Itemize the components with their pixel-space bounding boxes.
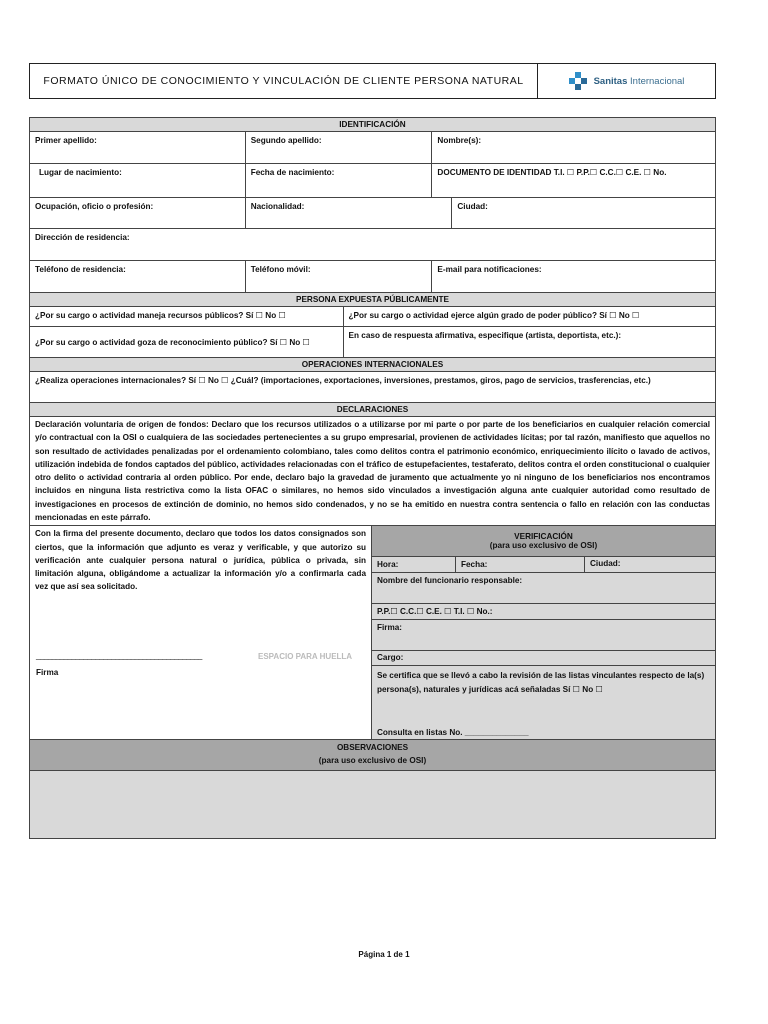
row-firma-verificacion [30,526,716,740]
firma-block [30,526,372,739]
section-observaciones [30,740,716,770]
field-lugar-nacimiento[interactable]: Lugar de nacimiento: [30,164,246,197]
row-occupation [30,198,716,229]
form-header [29,63,716,99]
pep-question-recursos[interactable]: ¿Por su cargo o actividad maneja recursos públicos? Sí ☐ No ☐ [30,307,344,326]
observaciones-title: OBSERVACIONES [336,743,409,753]
declaracion-text: Declaración voluntaria de origen de fondos: Declaro que los recursos utilizados o a utilizarse por mi parte o por parte de los beneficiarios en cualquier relación comercial y/o contractual con la OSI o cualquiera de las sociedades pertenecientes a su grupo empresarial, provienen de actividades lícitas; por tal razón, manifiesto que aquellos no son resultado de actividades penalizadas por el ordenamiento colombiano, tales como delitos contra el patrimonio económico, enriquecimiento ilícito o lavado de activos, utilización indebida de fondos captados del público, actividades relacionadas con el tráfico de estupefacientes, testaferato, delitos contra el orden constitucional o cualquier otro delito o actividad contraria al orden público. Por ende, declaro bajo la gravedad de juramento que actualmente yo ni ninguno de los beneficiarios nos encontramos incluidos en ninguna lista restrictiva como la lista OFAC o similares, no hemos sido vinculados a investigación alguna ante cualquier autoridad como resultado de investigaciones en procesos de extinción de dominio, no hemos sido condenados, y no se ha emitido en nuestra contra sentencia o fallo en relación con las conductas mencionadas en este párrafo. [30,417,716,525]
row-phones [30,261,716,293]
field-nombres[interactable]: Nombre(s): [432,132,716,163]
pep-question-poder[interactable]: ¿Por su cargo o actividad ejerce algún grado de poder público? Sí ☐ No ☐ [344,307,716,326]
field-ciudad[interactable]: Ciudad: [452,198,716,228]
observaciones-field[interactable] [30,771,716,838]
verificacion-certifica [372,666,715,739]
consulta-listas[interactable]: Consulta en listas No. ______________ [377,728,529,738]
pep-question-reconocimiento[interactable]: ¿Por su cargo o actividad goza de reconocimiento público? Sí ☐ No ☐ [30,327,344,357]
client-form [29,117,716,839]
section-pep [30,293,716,307]
row-names [30,132,716,164]
field-fecha-nacimiento[interactable]: Fecha de nacimiento: [246,164,433,197]
section-heading: IDENTIFICACIÓN [30,118,716,131]
sanitas-logo [538,64,715,98]
logo-text [594,76,685,87]
verificacion-subtitle: (para uso exclusivo de OSI) [489,541,598,551]
verificacion-title: VERIFICACIÓN [514,532,573,542]
field-funcionario[interactable]: Nombre del funcionario responsable: [372,573,715,604]
section-identificacion [30,118,716,132]
operaciones-question[interactable]: ¿Realiza operaciones internacionales? Sí ☐ No ☐ ¿Cuál? (importaciones, exportaciones, inversiones, prestamos, giros, pago de servicios, trasferencias, etc.) [30,372,716,402]
huella-label: ESPACIO PARA HUELLA [258,652,353,662]
section-operaciones [30,358,716,372]
field-cargo[interactable]: Cargo: [372,651,715,666]
page-number: Página 1 de 1 [358,950,410,959]
row-pep-2 [30,327,716,358]
form-title: FORMATO ÚNICO DE CONOCIMIENTO Y VINCULACIÓN DE CLIENTE PERSONA NATURAL [30,64,538,98]
field-email[interactable]: E-mail para notificaciones: [432,261,716,292]
field-segundo-apellido[interactable]: Segundo apellido: [246,132,433,163]
row-address [30,229,716,261]
observaciones-header [30,740,716,769]
field-nacionalidad[interactable]: Nacionalidad: [246,198,453,228]
field-documento-identidad[interactable]: DOCUMENTO DE IDENTIDAD T.I. ☐ P.P.☐ C.C.☐ C.E. ☐ No. [432,164,716,197]
field-telefono-residencia[interactable]: Teléfono de residencia: [30,261,246,292]
field-primer-apellido[interactable]: Primer apellido: [30,132,246,163]
verificacion-hora-fecha [372,557,715,573]
logo-bold: Sanitas [593,75,628,87]
observaciones-subtitle: (para uso exclusivo de OSI) [318,755,427,765]
row-operaciones [30,372,716,403]
row-observaciones [30,771,716,839]
field-hora[interactable]: Hora: [372,557,456,572]
section-heading: OPERACIONES INTERNACIONALES [30,358,716,371]
section-declaraciones [30,403,716,417]
row-pep-1 [30,307,716,327]
field-telefono-movil[interactable]: Teléfono móvil: [246,261,433,292]
sanitas-logo-icon [569,72,589,90]
field-ocupacion[interactable]: Ocupación, oficio o profesión: [30,198,246,228]
field-fecha[interactable]: Fecha: [456,557,585,572]
field-ciudad-verificacion[interactable]: Ciudad: [590,559,621,569]
row-birth [30,164,716,198]
field-firma-funcionario[interactable]: Firma: [372,620,715,651]
certifica-text[interactable]: Se certifica que se llevó a cabo la revisión de las listas vinculantes respecto de la(s) persona(s), naturales y jurídicas acá señaladas Sí ☐ No ☐ [377,671,705,694]
field-documento-funcionario[interactable]: P.P.☐ C.C.☐ C.E. ☐ T.I. ☐ No.: [372,604,715,620]
section-heading: PERSONA EXPUESTA PÚBLICAMENTE [30,293,716,306]
firma-text: Con la firma del presente documento, declaro que todos los datos consignados son ciertos, que la información que adjunto es veraz y verificable, y que autorizo su verificación ante cualquier persona natural o jurídica, pública o privada, sin limitación alguna, obligándome a actualizar la información y/o a confirmarla cada vez que así sea solicitado. [35,529,366,592]
verificacion-header [372,526,715,557]
logo-rest: Internacional [630,75,685,87]
verificacion-block [372,526,716,739]
row-declaraciones [30,417,716,526]
pep-question-especifique[interactable]: En caso de respuesta afirmativa, especifique (artista, deportista, etc.): [344,327,716,357]
firma-line[interactable]: __________________________________________ [36,651,202,661]
firma-label: Firma [36,668,59,678]
field-direccion[interactable]: Dirección de residencia: [30,229,716,260]
section-heading: DECLARACIONES [30,403,716,416]
